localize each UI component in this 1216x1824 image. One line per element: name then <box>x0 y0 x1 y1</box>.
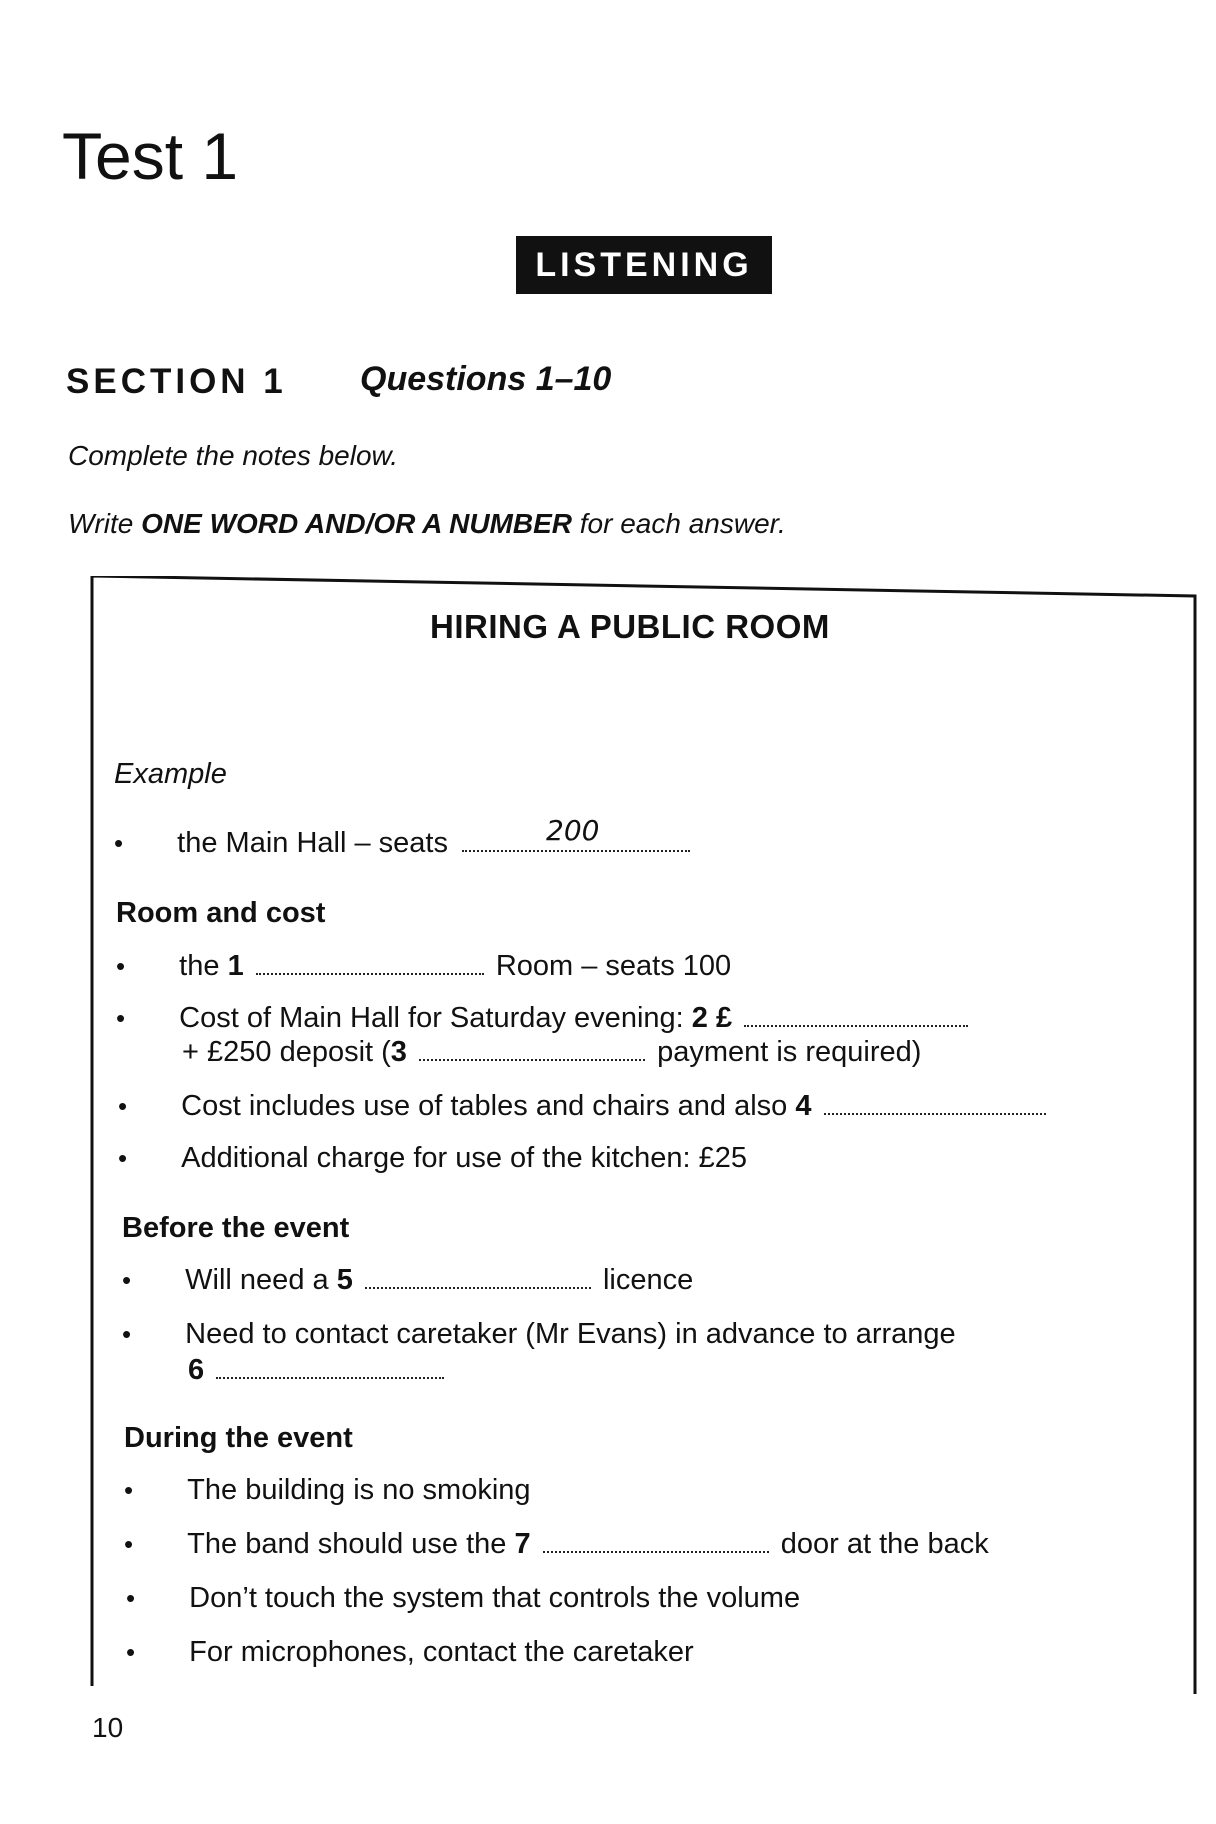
bullet-icon: • <box>122 1265 132 1295</box>
answer-blank-6[interactable] <box>216 1357 444 1379</box>
q1-prefix: the <box>179 950 220 982</box>
volume-system-item <box>126 1582 800 1615</box>
bullet-icon: • <box>114 828 124 858</box>
answer-blank-7[interactable] <box>543 1531 769 1553</box>
question-3-item <box>182 1036 921 1069</box>
instruction-prefix: Write <box>68 508 134 539</box>
question-2-number: 2 <box>691 1002 708 1034</box>
q7-suffix: door at the back <box>780 1528 989 1560</box>
kitchen-charge-text: Additional charge for use of the kitchen: £25 <box>181 1142 748 1174</box>
question-4-number: 4 <box>795 1090 812 1122</box>
bullet-icon: • <box>122 1319 132 1349</box>
heading-during-event: During the event <box>124 1422 353 1454</box>
question-4-item <box>118 1090 1050 1123</box>
bullet-icon: • <box>124 1475 134 1505</box>
bullet-icon: • <box>116 951 126 981</box>
instruction-bold: ONE WORD AND/OR A NUMBER <box>141 508 572 539</box>
q2-prefix: Cost of Main Hall for Saturday evening: <box>179 1002 684 1034</box>
example-item <box>114 814 690 860</box>
kitchen-charge-item <box>118 1142 747 1175</box>
q7-prefix: The band should use the <box>187 1528 507 1560</box>
example-text: the Main Hall – seats <box>177 827 448 859</box>
example-label: Example <box>114 758 227 790</box>
example-answer-line <box>462 814 690 852</box>
volume-system-text: Don’t touch the system that controls the volume <box>189 1582 801 1614</box>
answer-blank-2[interactable] <box>744 1005 968 1027</box>
notes-box <box>70 576 1198 1694</box>
question-7-item <box>124 1528 989 1561</box>
page-number: 10 <box>92 1712 124 1743</box>
instruction-word-limit <box>68 508 786 540</box>
question-6-answer-line <box>188 1354 448 1387</box>
bullet-icon: • <box>126 1637 136 1667</box>
questions-range: Questions 1–10 <box>360 360 612 398</box>
question-1-item <box>116 950 731 983</box>
question-5-item <box>122 1264 693 1297</box>
notes-title: HIRING A PUBLIC ROOM <box>430 608 830 645</box>
answer-blank-3[interactable] <box>419 1039 645 1061</box>
bullet-icon: • <box>118 1143 128 1173</box>
question-5-number: 5 <box>336 1264 353 1296</box>
answer-blank-1[interactable] <box>256 953 484 975</box>
instruction-suffix: for each answer. <box>579 508 786 539</box>
question-7-number: 7 <box>514 1528 531 1560</box>
listening-badge: LISTENING <box>516 236 772 294</box>
bullet-icon: • <box>124 1529 134 1559</box>
q1-suffix: Room – seats 100 <box>495 950 732 982</box>
instruction-complete-notes: Complete the notes below. <box>68 440 398 471</box>
q5-suffix: licence <box>602 1264 694 1296</box>
example-answer: 200 <box>546 814 600 847</box>
microphones-text: For microphones, contact the caretaker <box>189 1636 694 1668</box>
q6-text: Need to contact caretaker (Mr Evans) in advance to arrange <box>185 1318 956 1350</box>
test-title: Test 1 <box>62 119 239 193</box>
q5-prefix: Will need a <box>185 1264 329 1296</box>
bullet-icon: • <box>118 1091 128 1121</box>
heading-before-event: Before the event <box>122 1212 350 1244</box>
question-6-number: 6 <box>188 1354 205 1386</box>
q3-prefix: + £250 deposit ( <box>182 1036 391 1068</box>
no-smoking-item <box>124 1474 531 1507</box>
section-label: SECTION 1 <box>66 362 287 401</box>
question-2-item <box>116 1002 972 1035</box>
no-smoking-text: The building is no smoking <box>187 1474 531 1506</box>
microphones-item <box>126 1636 694 1669</box>
question-6-item <box>122 1318 956 1351</box>
q4-prefix: Cost includes use of tables and chairs and also <box>181 1090 788 1122</box>
answer-blank-4[interactable] <box>824 1093 1046 1115</box>
q3-suffix: payment is required) <box>657 1036 922 1068</box>
bullet-icon: • <box>116 1003 126 1033</box>
question-1-number: 1 <box>227 950 244 982</box>
answer-blank-5[interactable] <box>365 1267 591 1289</box>
question-3-number: 3 <box>390 1036 407 1068</box>
bullet-icon: • <box>126 1583 136 1613</box>
heading-room-and-cost: Room and cost <box>116 897 326 929</box>
notes-box-border <box>70 576 1198 1694</box>
q2-currency: £ <box>715 1002 733 1034</box>
